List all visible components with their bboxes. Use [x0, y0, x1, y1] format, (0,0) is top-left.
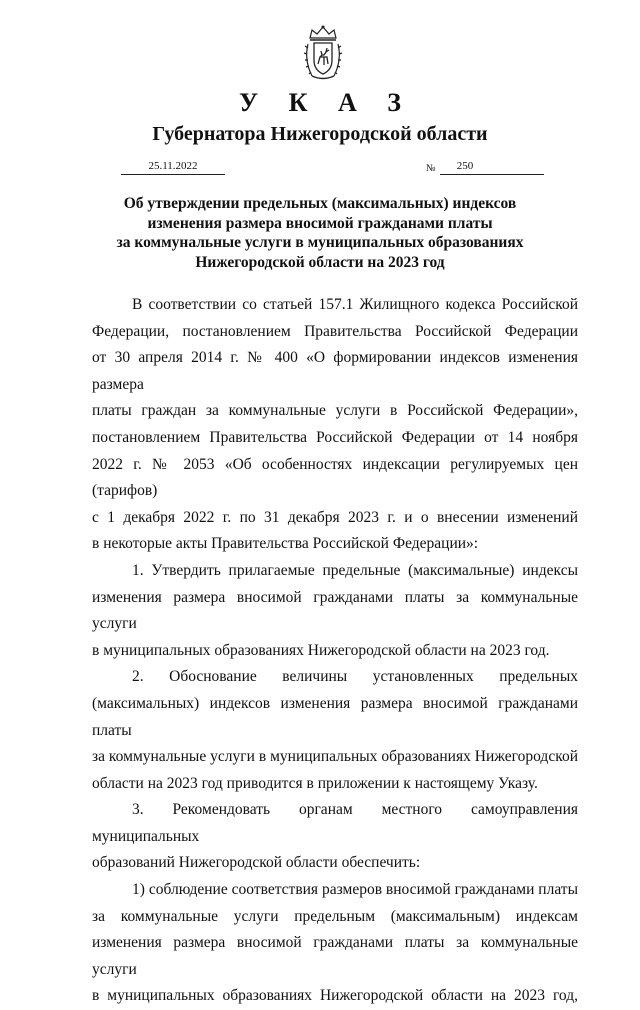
- body-line: платы граждан за коммунальные услуги в Российской Федерации»,: [92, 402, 578, 420]
- subject-line: Нижегородской области на 2023 год: [195, 253, 445, 271]
- body-line: от 30 апреля 2014 г. № 400 «О формировании индексов изменения размера: [92, 349, 578, 393]
- issuer-title: Губернатора Нижегородской области: [152, 123, 488, 145]
- body-line: В соответствии со статьей 157.1 Жилищного кодекса Российской: [132, 296, 578, 313]
- body-line: постановлением Правительства Российской Федерации от 14 ноября: [92, 428, 578, 446]
- decree-subject: [0, 194, 640, 272]
- decree-number: 250: [456, 160, 474, 172]
- body-line: 2. Обоснование величины установленных предельных: [132, 668, 578, 686]
- body-line: в некоторые акты Правительства Российской Федерации»:: [92, 535, 479, 553]
- body-line: (максимальных) индексов изменения размера вносимой гражданами платы: [92, 694, 578, 739]
- body-line: в муниципальных образованиях Нижегородской области на 2023 год.: [92, 641, 550, 659]
- body-line: области на 2023 год приводится в приложении к настоящему Указу.: [92, 774, 538, 792]
- date-underline: [121, 174, 225, 175]
- body-line: с 1 декабря 2022 г. по 31 декабря 2023 г. и о внесении изменений: [92, 508, 578, 526]
- body-line: изменения размера вносимой гражданами платы за коммунальные услуги: [92, 934, 578, 978]
- decree-date: 25.11.2022: [148, 160, 198, 172]
- subject-line: за коммунальные услуги в муниципальных образованиях: [116, 234, 524, 251]
- body-line: 1) соблюдение соответствия размеров вносимой гражданами платы: [132, 881, 578, 899]
- body-line: изменения размера вносимой гражданами платы за коммунальные услуги: [92, 588, 578, 633]
- document-type-title: У К А З: [239, 88, 413, 117]
- subject-line: Об утверждении предельных (максимальных) индексов: [123, 195, 517, 212]
- body-line: за коммунальные услуги в муниципальных образованиях Нижегородской: [92, 748, 578, 766]
- body-line: 3. Рекомендовать органам местного самоуправления муниципальных: [92, 801, 578, 845]
- subject-line: изменения размера вносимой гражданами платы: [147, 214, 493, 232]
- body-line: образований Нижегородской области обеспечить:: [92, 854, 421, 872]
- decree-body: [92, 292, 578, 1010]
- body-line: Федерации, постановлением Правительства Российской Федерации: [92, 322, 578, 340]
- body-line: за коммунальные услуги предельным (максимальным) индексам: [92, 907, 578, 925]
- body-line: в муниципальных образованиях Нижегородской области на 2023 год,: [92, 987, 578, 1005]
- body-line: 1. Утвердить прилагаемые предельные (максимальные) индексы: [132, 561, 578, 579]
- number-sign: №: [426, 163, 436, 174]
- number-underline: [440, 174, 544, 175]
- body-line: 2022 г. № 2053 «Об особенностях индексации регулируемых цен (тарифов): [92, 455, 578, 500]
- coat-of-arms-emblem: [302, 24, 344, 82]
